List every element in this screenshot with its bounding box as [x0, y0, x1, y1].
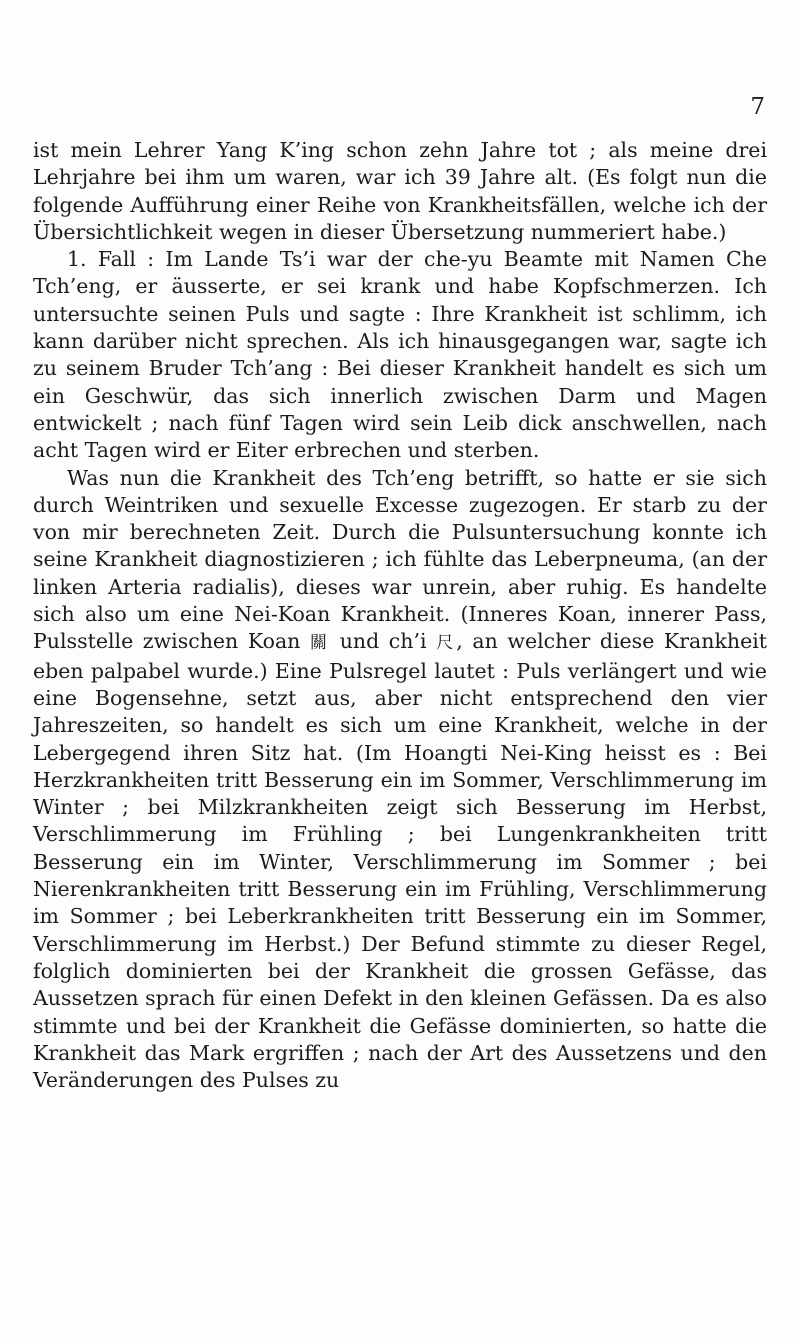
paragraph-intro: ist mein Lehrer Yang K’ing schon zehn Jahre tot ; als meine drei Lehrjahre bei ihm um waren, war ich 39 Jahre alt. (Es folgt nun die folgende Aufführung einer Reihe von Krankheitsfällen, welche ich der Übersichtlichkeit wegen in dieser Übersetzung nummeriert habe.)	[33, 138, 767, 244]
paragraph-diagnosis-part-1: Was nun die Krankheit des Tch’eng betrifft, so hatte er sie sich durch Weintriken und sexuelle Excesse zugezogen. Er starb zu der von mir berechneten Zeit. Durch die Pulsuntersuchung konnte ich seine Krankheit diagnostizieren ; ich fühlte das Leberpneuma, (an der linken Arteria radialis), dieses war unrein, aber ruhig. Es handelte sich also um eine Nei-Koan Krankheit. (Inneres Koan, innerer Pass, Pulsstelle zwischen Koan	[33, 465, 767, 654]
paragraph-diagnosis-part-2: und ch’i	[339, 629, 427, 654]
chinese-character-koan: 關	[309, 633, 331, 654]
paragraph-diagnosis	[33, 465, 767, 1095]
paragraph-diagnosis-part-3: , an welcher diese Krankheit eben palpabel wurde.) Eine Pulsregel lautet : Puls verlängert und wie eine Bogensehne, setzt aus, aber nicht entsprechend den vier Jahreszeiten, so handelt es sich um eine Krankheit, welche in der Lebergegend ihren Sitz hat. (Im Hoangti Nei-King heisst es : Bei Herzkrankheiten tritt Besserung ein im Sommer, Verschlimmerung im Winter ; bei Milzkrankheiten zeigt sich Besserung im Herbst, Verschlimmerung im Frühling ; bei Lungenkrankheiten tritt Besserung ein im Winter, Verschlimmerung im Sommer ; bei Nierenkrankheiten tritt Besserung ein im Frühling, Verschlimmerung im Sommer ; bei Leberkrankheiten tritt Besserung ein im Sommer, Verschlimmerung im Herbst.) Der Befund stimmte zu dieser Regel, folglich dominierten bei der Krankheit die grossen Gefässe, das Aussetzen sprach für einen Defekt in den kleinen Gefässen. Da es also stimmte und bei der Krankheit die Gefässe dominierten, so hatte die Krankheit das Mark ergriffen ; nach der Art des Aussetzens und den Veränderungen des Pulses zu	[33, 629, 768, 1093]
page-number: 7	[750, 94, 765, 120]
body-text	[33, 137, 767, 1094]
chinese-character-chi: 尺	[436, 633, 457, 654]
paragraph-case-1: 1. Fall : Im Lande Ts’i war der che-yu Beamte mit Namen Che Tch’eng, er äusserte, er sei krank und habe Kopfschmerzen. Ich untersuchte seinen Puls und sagte : Ihre Krankheit ist schlimm, ich kann darüber nicht sprechen. Als ich hinausgegangen war, sagte ich zu seinem Bruder Tch’ang : Bei dieser Krankheit handelt es sich um ein Geschwür, das sich innerlich zwischen Darm und Magen entwickelt ; nach fünf Tagen wird sein Leib dick anschwellen, nach acht Tagen wird er Eiter erbrechen und sterben.	[33, 247, 767, 463]
